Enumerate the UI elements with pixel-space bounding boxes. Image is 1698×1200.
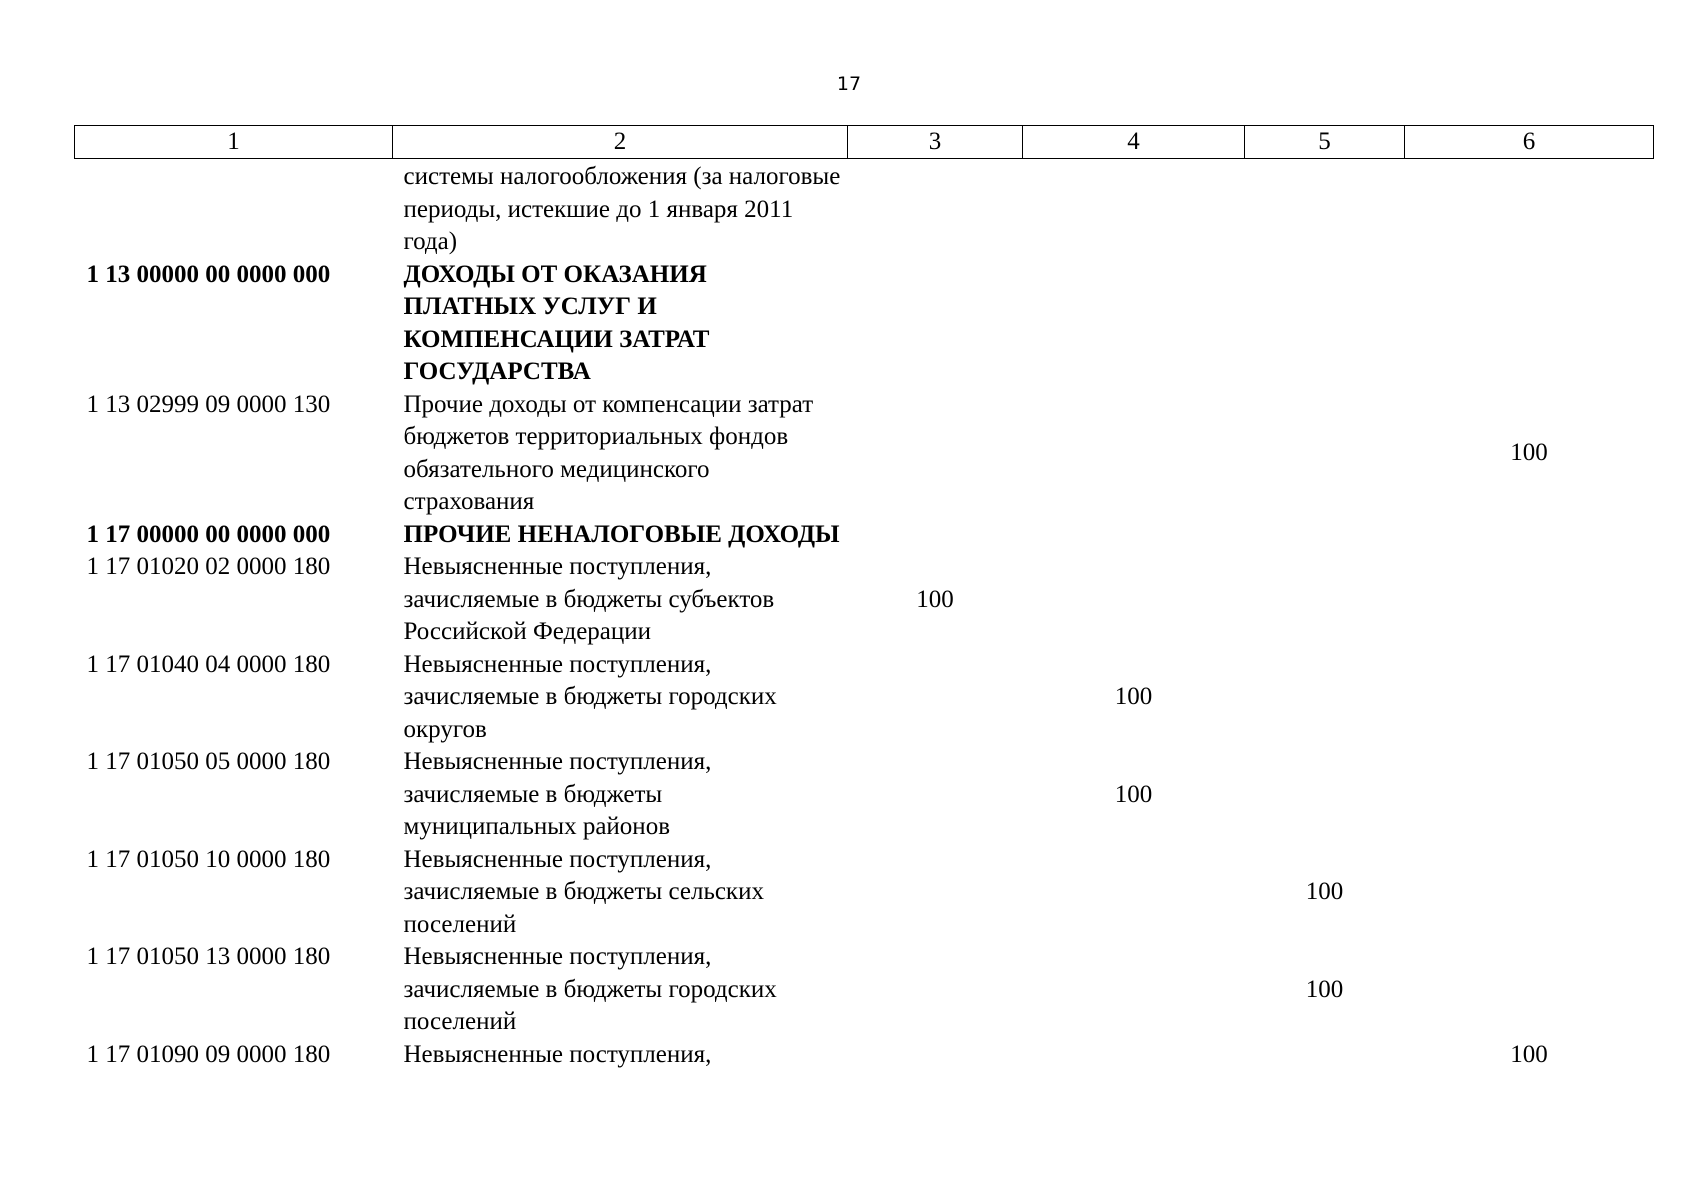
row-code: 1 17 01050 13 0000 180 xyxy=(86,943,331,970)
row-col-5: 100 xyxy=(1305,975,1344,1003)
table-row xyxy=(75,844,1654,942)
row-col-4 xyxy=(1023,389,1245,519)
row-col-4 xyxy=(1023,551,1245,649)
row-col-4 xyxy=(1023,259,1245,389)
row-col-6 xyxy=(1405,159,1654,259)
row-name: ПРОЧИЕ НЕНАЛОГОВЫЕ ДОХОДЫ xyxy=(403,520,840,548)
table-row xyxy=(75,649,1654,747)
row-col-4: 100 xyxy=(1114,683,1153,710)
row-col-5 xyxy=(1245,1039,1405,1072)
row-col-5 xyxy=(1245,159,1405,259)
row-code: 1 17 01090 09 0000 180 xyxy=(86,1040,331,1068)
row-name: Прочие доходы от компенсации затрат бюджетов территориальных фондов обязательного медицинского страхования xyxy=(403,390,814,515)
row-col-3 xyxy=(848,159,1023,259)
row-code xyxy=(75,159,393,259)
row-col-3 xyxy=(848,1039,1023,1072)
row-col-5: 100 xyxy=(1305,878,1344,905)
row-col-4 xyxy=(1023,941,1245,1039)
row-col-3 xyxy=(848,389,1023,519)
row-col-5 xyxy=(1245,551,1405,649)
row-name: Невыясненные поступления, зачисляемые в бюджеты муниципальных районов xyxy=(403,748,712,840)
table-row-section xyxy=(75,519,1654,552)
row-name: Невыясненные поступления, зачисляемые в бюджеты городских поселений xyxy=(403,943,777,1035)
row-col-6: 100 xyxy=(1510,439,1548,467)
header-col-2: 2 xyxy=(393,126,848,159)
row-col-3 xyxy=(848,746,1023,844)
row-code: 1 17 01020 02 0000 180 xyxy=(86,553,331,580)
row-col-5 xyxy=(1245,649,1405,747)
row-name: Невыясненные поступления, зачисляемые в бюджеты субъектов Российской Федерации xyxy=(403,553,775,645)
row-col-5 xyxy=(1245,389,1405,519)
row-code: 1 17 01050 10 0000 180 xyxy=(86,845,331,873)
row-col-4 xyxy=(1023,519,1245,552)
row-col-5 xyxy=(1245,746,1405,844)
row-code: 1 13 02999 09 0000 130 xyxy=(86,390,331,418)
row-name: системы налогообложения (за налоговые периоды, истекшие до 1 января 2011 года) xyxy=(403,163,841,255)
row-col-3: 100 xyxy=(916,585,954,613)
row-col-6: 100 xyxy=(1510,1040,1548,1068)
header-col-3: 3 xyxy=(848,126,1023,159)
header-col-4: 4 xyxy=(1023,126,1245,159)
table-row xyxy=(75,159,1654,259)
row-col-4 xyxy=(1023,844,1245,942)
row-col-5 xyxy=(1245,519,1405,552)
row-code: 1 17 00000 00 0000 000 xyxy=(86,520,331,548)
row-col-5 xyxy=(1245,259,1405,389)
table-row xyxy=(75,389,1654,519)
row-col-6 xyxy=(1405,941,1654,1039)
table-header xyxy=(75,126,1654,159)
row-name: Невыясненные поступления, зачисляемые в бюджеты городских округов xyxy=(403,650,777,743)
table-row xyxy=(75,1039,1654,1072)
table-row xyxy=(75,551,1654,649)
table-row xyxy=(75,746,1654,844)
row-col-4: 100 xyxy=(1114,780,1153,808)
table-body xyxy=(75,159,1654,1072)
row-col-3 xyxy=(848,941,1023,1039)
row-col-6 xyxy=(1405,519,1654,552)
header-col-6: 6 xyxy=(1405,126,1654,159)
row-name: ДОХОДЫ ОТ ОКАЗАНИЯ ПЛАТНЫХ УСЛУГ И КОМПЕНСАЦИИ ЗАТРАТ ГОСУДАРСТВА xyxy=(403,260,710,385)
row-col-3 xyxy=(848,649,1023,747)
header-col-5: 5 xyxy=(1245,126,1405,159)
row-col-6 xyxy=(1405,746,1654,844)
table-row xyxy=(75,941,1654,1039)
row-col-3 xyxy=(848,844,1023,942)
row-col-6 xyxy=(1405,844,1654,942)
row-name: Невыясненные поступления, зачисляемые в бюджеты сельских поселений xyxy=(403,845,764,938)
budget-revenue-table xyxy=(74,125,1654,1071)
header-col-1: 1 xyxy=(75,126,393,159)
row-code: 1 13 00000 00 0000 000 xyxy=(86,260,331,288)
row-code: 1 17 01040 04 0000 180 xyxy=(86,650,331,678)
page-number: 17 xyxy=(836,73,862,95)
row-col-6 xyxy=(1405,551,1654,649)
row-col-3 xyxy=(848,519,1023,552)
row-col-4 xyxy=(1023,159,1245,259)
row-code: 1 17 01050 05 0000 180 xyxy=(86,748,331,775)
table-row-section xyxy=(75,259,1654,389)
row-col-4 xyxy=(1023,1039,1245,1072)
row-name: Невыясненные поступления, xyxy=(403,1040,712,1068)
row-col-6 xyxy=(1405,259,1654,389)
row-col-6 xyxy=(1405,649,1654,747)
row-col-3 xyxy=(848,259,1023,389)
header-row xyxy=(75,126,1654,159)
